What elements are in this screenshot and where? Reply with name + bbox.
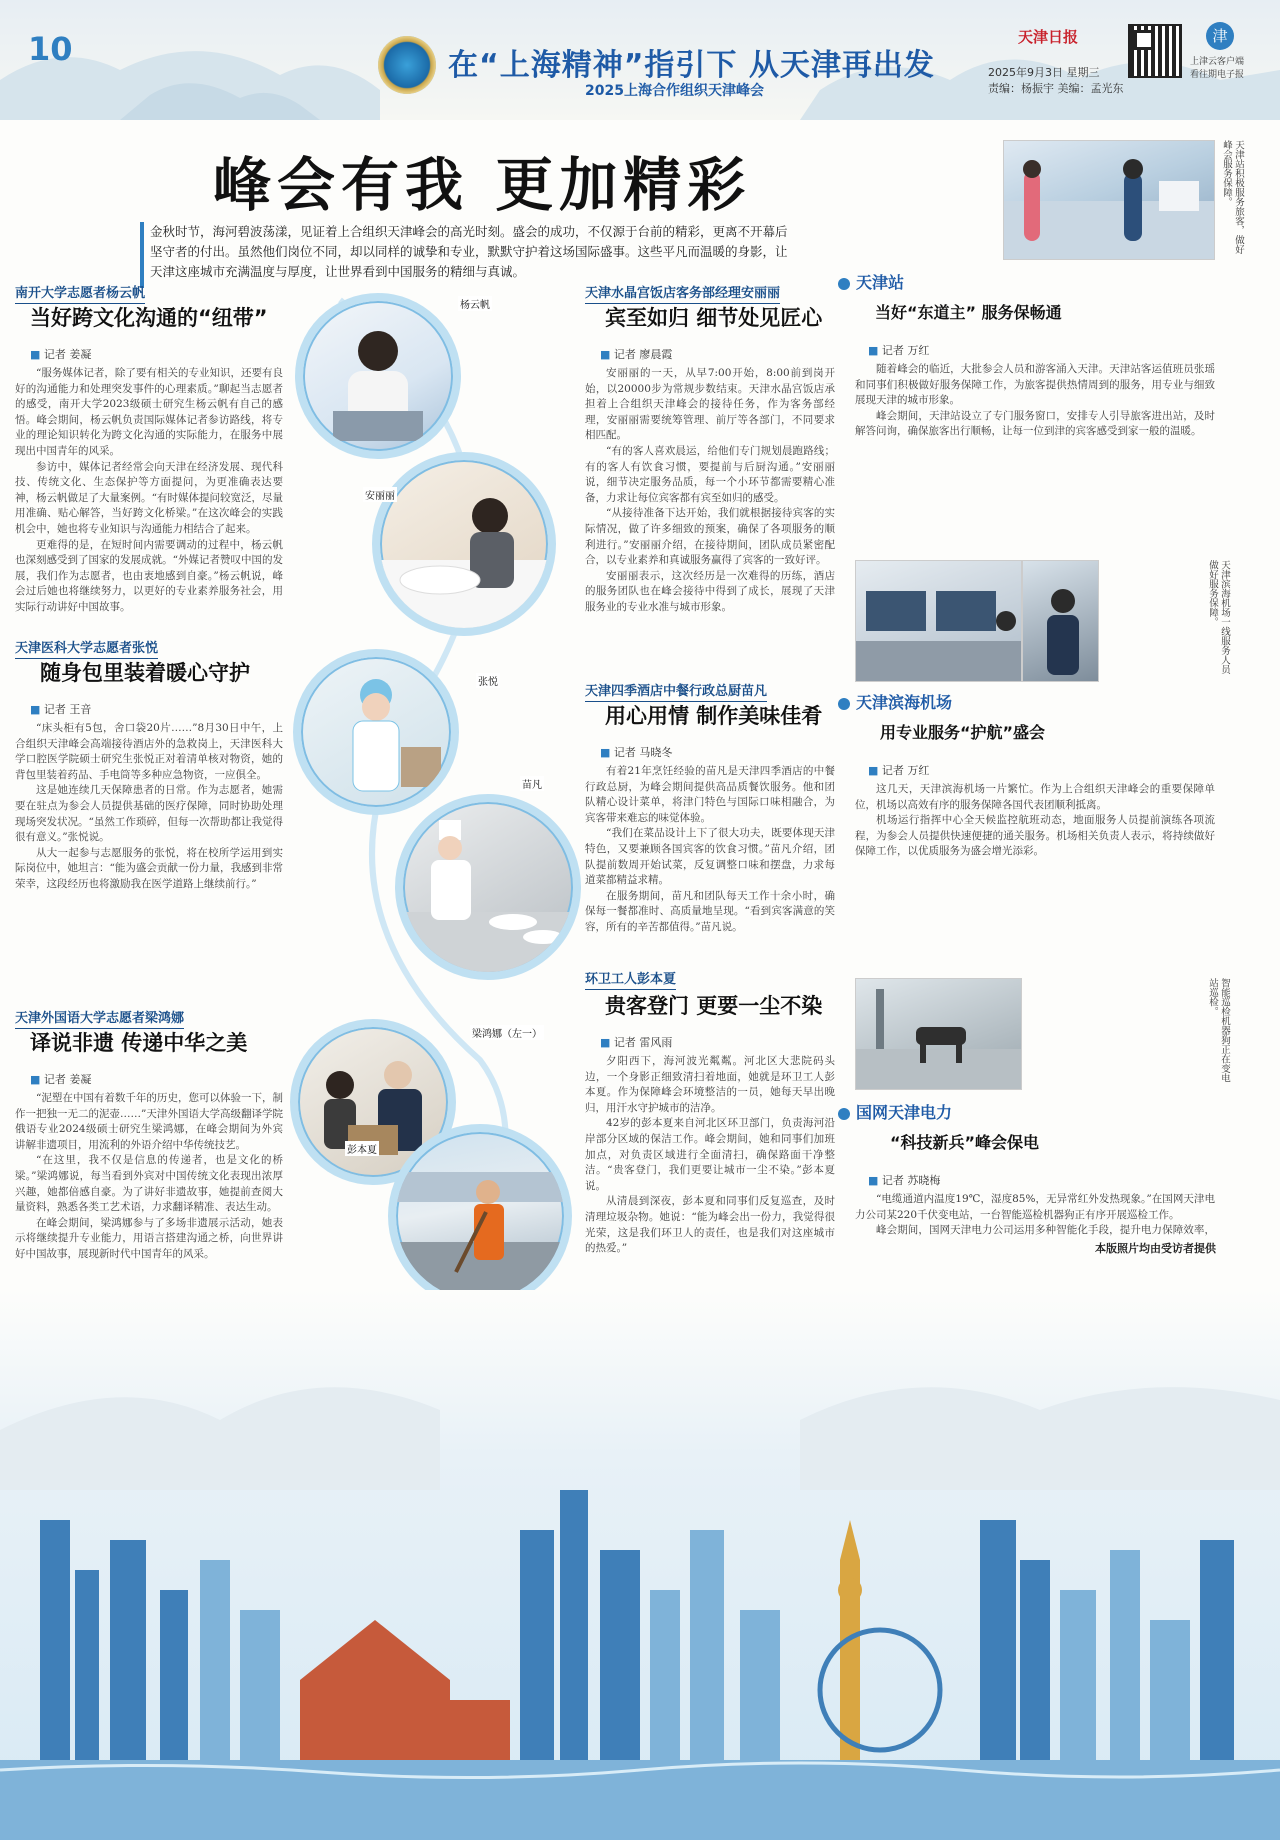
paragraph: “有的客人喜欢晨运，给他们专门规划晨跑路线；有的客人有饮食习惯，要提前与后厨沟通。”安丽丽说，细节决定服务品质，每一个小环节都需要精心准备，力求让每位宾客都有宾至如归的感受。	[585, 444, 835, 504]
paragraph: 这几天，天津滨海机场一片繁忙。作为上合组织天津峰会的重要保障单位，机场以高效有序的服务保障各国代表团顺利抵离。	[855, 783, 1215, 811]
paragraph: 峰会期间，国网天津电力公司运用多种智能化手段，提升电力保障效率，	[876, 1224, 1215, 1237]
qr-code-icon[interactable]	[1128, 24, 1182, 78]
skyline-buildings	[0, 1290, 1280, 1840]
airport-photo-caption: 天津滨海机场一线服务人员做好服务保障。	[1207, 560, 1230, 674]
airport-photo-illustration	[856, 561, 1021, 681]
article-title: 贵客登门 更要一尘不染	[605, 994, 823, 1018]
section-title: 在“上海精神”指引下 从天津再出发	[448, 48, 935, 83]
photo-caption: 安丽丽	[363, 487, 397, 502]
paragraph: “床头柜有5包，舍口袋20片……”8月30日中午，上合组织天津峰会高端接待酒店外的急救岗上，天津医科大学口腔医学院硕士研究生张悦正对着清单核对物资，她的背包里装着药品、手电筒等多种应急物资，一应俱全。	[15, 722, 283, 781]
reporter-byline: ■ 记者 苏晓梅	[868, 1172, 940, 1188]
sanitation-worker-photo	[396, 1132, 564, 1300]
photo-credit: 本版照片均由受访者提供	[1095, 1242, 1216, 1255]
paragraph: 42岁的彭本夏来自河北区环卫部门，负责海河沿岸部分区域的保洁工作。峰会期间，她和同事们加班加点，对负责区域进行全面清扫，确保路面干净整洁。“贵客登门，我们更要让城市一尘不染。”彭本夏说。	[585, 1117, 835, 1192]
editor-credit: 责编：杨振宇 美编：孟光东	[988, 82, 1124, 95]
article-body	[585, 366, 835, 666]
station-photo	[1003, 140, 1215, 260]
paragraph: “电缆通道内温度19℃，湿度85%，无异常红外发热现象。”在国网天津电力公司某220千伏变电站，一台智能巡检机器狗正有序开展巡检工作。	[855, 1193, 1215, 1221]
photo-caption: 张悦	[476, 673, 500, 688]
paragraph: “我们在菜品设计上下了很大功夫，既要体现天津特色，又要兼顾各国宾客的饮食习惯。”苗凡介绍，团队提前数周开始试菜，反复调整口味和摆盘，力求每道菜都精益求精。	[585, 827, 835, 887]
reporter-byline: ■ 记者 万红	[868, 342, 929, 358]
reporter-byline: ■ 记者 雷风雨	[600, 1034, 672, 1050]
article-title: 用心用情 制作美味佳肴	[605, 704, 823, 728]
paragraph: “泥塑在中国有着数千年的历史，您可以体验一下，制作一把独一无二的泥壶……”天津外国语大学高级翻译学院俄语专业2024级硕士研究生梁鸿娜，在峰会期间为外宾讲解非遗项目，用流利的外语介绍中华传统技艺。	[15, 1092, 283, 1151]
app-logo-icon[interactable]: 津	[1206, 22, 1234, 50]
paragraph: 安丽丽的一天，从早7:00开始，8:00前到岗开始，以20000步为常规步数结束。天津水晶宫饭店承担着上合组织天津峰会的接待任务，作为客务部经理，安丽丽需要统筹管理、前厅等各部门，不同要求相匹配。	[585, 367, 835, 442]
sidebar-title: “科技新兵”峰会保电	[890, 1133, 1040, 1152]
reporter-byline: ■ 记者 王音	[30, 701, 91, 717]
sidebar-body	[855, 782, 1215, 968]
station-photo-illustration	[1004, 141, 1214, 259]
photo-caption: 梁鸿娜（左一）	[470, 1025, 544, 1040]
paragraph: “服务媒体记者，除了要有相关的专业知识，还要有良好的沟通能力和处理突发事件的心理素质。”聊起当志愿者的感受，南开大学2023级硕士研究生杨云帆有自己的感悟。峰会期间，杨云帆负责国际媒体记者参访路线，将专业的理论知识转化为跨文化沟通的实际能力，在服务中展现出中国青年的风采。	[15, 367, 283, 457]
issue-date: 2025年9月3日 星期三	[988, 66, 1100, 79]
photo-circle	[372, 452, 556, 636]
photo-circle	[295, 293, 461, 459]
power-photo-caption: 智能巡检机器狗正在变电站巡检。	[1207, 978, 1230, 1083]
app-promo-line2: 看往期电子报	[1190, 70, 1245, 80]
paragraph: 参访中，媒体记者经常会向天津在经济发展、现代科技、传统文化、生态保护等方面提问，为更准确表达要神，杨云帆做足了大量案例。“有时媒体提问较宽泛，尽量用准确、贴心解答，当好跨文化桥梁。”在这次峰会的实践机会中，她也将专业知识与沟通能力相结合了起来。	[15, 460, 283, 535]
lead-paragraph: 金秋时节，海河碧波荡漾，见证着上合组织天津峰会的高光时刻。盛会的成功，不仅源于台前的精彩，更离不开幕后坚守者的付出。虽然他们岗位不同，却以同样的诚挚和专业，默默守护着这场国际盛事。这些平凡而温暖的身影，让天津这座城市充满温度与厚度，让世界看到中国服务的精细与真诚。	[150, 224, 788, 279]
article-title: 宾至如归 细节处见匠心	[605, 306, 823, 330]
paragraph: 夕阳西下，海河波光粼粼。河北区大悲院码头边，一个身影正细致清扫着地面，她就是环卫工人彭本夏。作为保障峰会环境整洁的一员，她每天早出晚归，用汗水守护城市的洁净。	[585, 1055, 835, 1114]
paragraph: 这是她连续几天保障患者的日常。作为志愿者，她需要在驻点为参会人员提供基础的医疗保障，同时协助处理现场突发状况。“虽然工作琐碎，但每一次帮助都让我觉得很有意义。”张悦说。	[15, 784, 283, 844]
lead-accent-bar	[140, 222, 144, 288]
paragraph: 有着21年烹饪经验的苗凡是天津四季酒店的中餐行政总厨，为峰会期间提供高品质餐饮服务。他和团队精心设计菜单，将津门特色与国际口味相融合，为宾客带来难忘的味觉体验。	[585, 765, 835, 824]
photo-circle	[293, 649, 459, 815]
article-kicker: 天津四季酒店中餐行政总厨苗凡	[585, 680, 767, 702]
paragraph: 在峰会期间，梁鸿娜参与了多场非遗展示活动，她表示将继续提升专业能力，用语言搭建沟通之桥，向世界讲好中国故事，展现新时代中国青年的风采。	[15, 1216, 283, 1260]
newspaper-logo: 天津日报	[1018, 28, 1079, 46]
robot-dog-illustration	[856, 979, 1021, 1089]
airport-worker-illustration	[1023, 561, 1098, 681]
station-photo-caption: 天津站积极服务旅客，做好峰会服务保障。	[1221, 140, 1244, 254]
photo-caption: 杨云帆	[458, 296, 492, 311]
paragraph: 峰会期间，天津站设立了专门服务窗口，安排专人引导旅客进出站，及时解答问询，确保旅客出行顺畅，让每一位到津的宾客感受到家一般的温暖。	[855, 409, 1215, 438]
paragraph: “在这里，我不仅是信息的传递者，也是文化的桥梁。”梁鸿娜说，每当看到外宾对中国传统文化表现出浓厚兴趣，她都倍感自豪。为了讲好非遗故事，她提前查阅大量资料，熟悉各类工艺术语，力求翻译精准、表达生动。	[15, 1154, 283, 1214]
paragraph: 安丽丽表示，这次经历是一次难得的历练，酒店的服务团队也在峰会接待中得到了成长，展现了天津服务业的专业水准与城市形象。	[585, 569, 835, 613]
page-header	[0, 0, 1280, 120]
article-body	[15, 366, 283, 616]
reporter-byline: ■ 记者 姜凝	[30, 346, 91, 362]
app-promo-line1: 上津云客户端	[1190, 57, 1245, 67]
paragraph: 在服务期间，苗凡和团队每天工作十余小时，确保每一餐都准时、高质量地呈现。“看到宾客满意的笑容，所有的辛苦都值得。”苗凡说。	[585, 889, 835, 933]
sidebar-kicker: 天津站	[838, 270, 904, 293]
sidebar-body	[855, 362, 1215, 548]
power-photo	[855, 978, 1022, 1090]
sidebar-kicker: 天津滨海机场	[838, 690, 952, 713]
photo-caption: 苗凡	[520, 776, 544, 791]
article-body	[585, 1054, 835, 1280]
sidebar-title: 当好“东道主” 服务保畅通	[875, 303, 1062, 322]
city-skyline-illustration	[0, 1290, 1280, 1840]
paragraph: 机场运行指挥中心全天候监控航班动态，地面服务人员提前演练各项流程，为参会人员提供快速便捷的通关服务。机场相关负责人表示，将持续做好保障工作，以优质服务为盛会增光添彩。	[855, 814, 1215, 858]
article-body	[585, 764, 835, 950]
photo-circle	[395, 794, 581, 980]
airport-photo	[855, 560, 1022, 682]
article-kicker: 天津外国语大学志愿者梁鸿娜	[15, 1007, 184, 1029]
page-headline: 峰会有我 更加精彩	[213, 151, 752, 219]
article-kicker: 南开大学志愿者杨云帆	[15, 282, 145, 304]
reporter-byline: ■ 记者 姜凝	[30, 1071, 91, 1087]
photo-caption: 彭本夏	[345, 1141, 379, 1156]
paragraph: 从大一起参与志愿服务的张悦，将在校所学运用到实际岗位中，她坦言：“能为盛会贡献一份力量，我感到非常荣幸，这段经历也将激励我在医学道路上继续前行。”	[15, 846, 283, 890]
article-title: 当好跨文化沟通的“纽带”	[30, 306, 268, 330]
article-title: 译说非遗 传递中华之美	[30, 1031, 248, 1055]
article-title: 随身包里装着暖心守护	[40, 661, 250, 685]
airport-photo-2	[1022, 560, 1099, 682]
hotel-manager-photo	[380, 460, 548, 628]
sidebar-kicker: 国网天津电力	[838, 1100, 952, 1123]
summit-emblem-icon	[378, 36, 436, 94]
medical-volunteer-photo	[301, 657, 451, 807]
article-kicker: 环卫工人彭本夏	[585, 968, 676, 990]
page-number: 10	[28, 30, 73, 68]
paragraph: 随着峰会的临近，大批参会人员和游客涌入天津。天津站客运值班员张瑶和同事们积极做好服务保障工作，为旅客提供热情周到的服务，用专业与细致展现天津的城市形象。	[855, 363, 1215, 407]
reporter-byline: ■ 记者 廖晨霞	[600, 346, 672, 362]
sidebar-title: 用专业服务“护航”盛会	[880, 723, 1046, 742]
article-kicker: 天津医科大学志愿者张悦	[15, 637, 158, 659]
article-body	[15, 1091, 283, 1291]
paragraph: 更难得的是，在短时间内需要调动的过程中，杨云帆也深刻感受到了国家的发展成就。“外媒记者赞叹中国的发展，我们作为志愿者，也由衷地感到自豪。”杨云帆说，峰会过后她也将继续努力，以更好的专业素养服务社会，用实际行动讲好中国故事。	[15, 538, 283, 613]
chef-photo	[403, 802, 573, 972]
reporter-byline: ■ 记者 马晓冬	[600, 744, 672, 760]
paragraph: 从清晨到深夜，彭本夏和同事们反复巡查，及时清理垃圾杂物。她说：“能为峰会出一份力，我觉得很光荣，这是我们环卫人的责任，也是我们对这座城市的热爱。”	[585, 1195, 835, 1255]
paragraph: “从接待准备下达开始，我们就根据接待宾客的实际情况，做了许多细致的预案，确保了各项服务的顺利进行。”安丽丽介绍，在接待期间，团队成员紧密配合，以专业素养和真诚服务赢得了宾客的一致好评。	[585, 507, 835, 567]
article-kicker: 天津水晶宫饭店客务部经理安丽丽	[585, 282, 780, 304]
photo-circle	[388, 1124, 572, 1308]
section-subtitle: 2025上海合作组织天津峰会	[585, 83, 764, 99]
reporter-byline: ■ 记者 万红	[868, 762, 929, 778]
sidebar-body	[855, 1192, 1215, 1238]
volunteer-photo	[303, 301, 453, 451]
article-body	[15, 721, 283, 987]
